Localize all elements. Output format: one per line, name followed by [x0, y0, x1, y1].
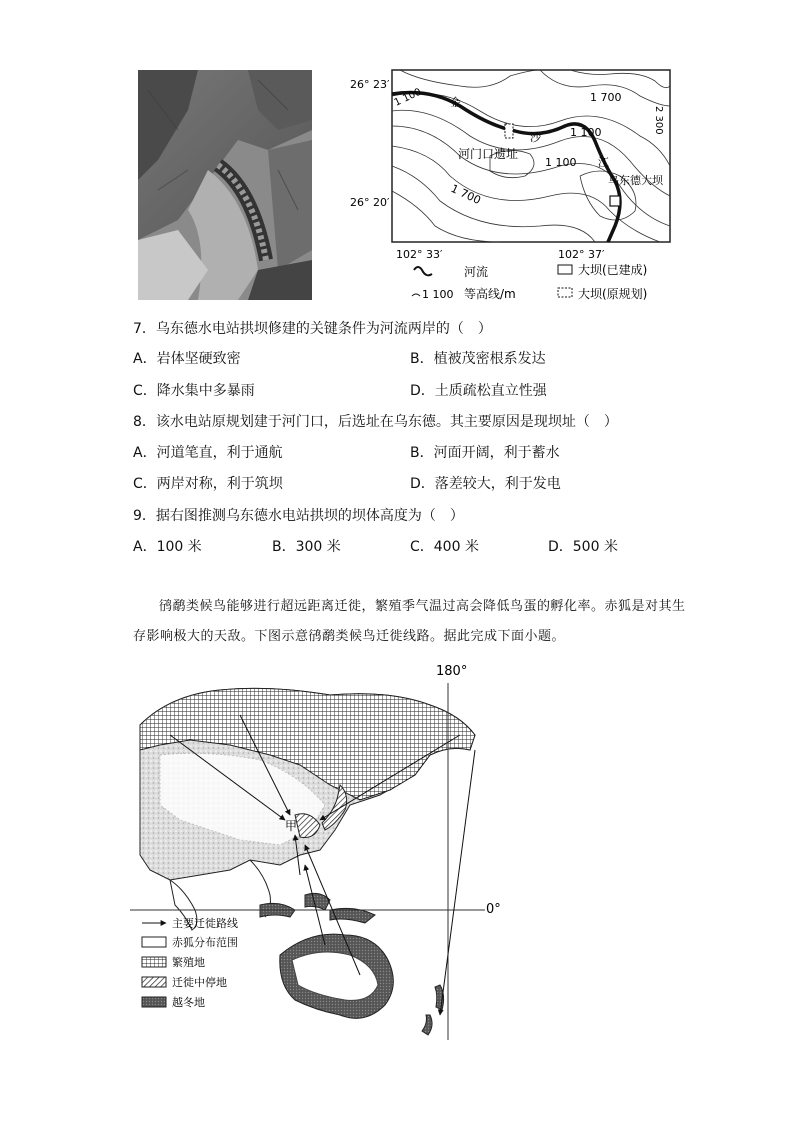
contour-label: 1 700	[590, 91, 622, 104]
contour-label: 1 100	[545, 156, 577, 169]
dam-built-marker	[610, 196, 620, 206]
stopover-legend-icon	[142, 977, 166, 987]
option-9-a[interactable]: A．100 米	[133, 539, 202, 555]
contour-label: 1 100	[570, 126, 602, 139]
question-7-stem: 7．乌东德水电站拱坝修建的关键条件为河流两岸的（ ）	[133, 321, 492, 337]
legend-fox: 赤狐分布范围	[172, 936, 238, 949]
question-9-stem: 9．据右图推测乌东德水电站拱坝的坝体高度为（ ）	[133, 508, 464, 524]
legend-dam-built: 大坝(已建成)	[578, 263, 648, 277]
option-7-a[interactable]: A．岩体坚硬致密	[133, 351, 241, 367]
legend-breeding: 繁殖地	[172, 956, 205, 969]
topographic-map	[340, 66, 680, 302]
fox-legend-icon	[142, 937, 166, 947]
option-9-c[interactable]: C．400 米	[410, 539, 479, 555]
option-8-c[interactable]: C．两岸对称，利于筑坝	[133, 476, 283, 492]
wintering-legend-icon	[142, 997, 166, 1007]
option-7-c[interactable]: C．降水集中多暴雨	[133, 383, 255, 399]
legend-contour: 等高线/m	[464, 287, 516, 301]
legend-river: 河流	[464, 265, 489, 279]
legend-contour-sample: 1 100	[422, 288, 454, 301]
lon-right-label: 102° 37′	[558, 248, 605, 261]
option-8-b[interactable]: B．河面开阔，利于蓄水	[410, 445, 560, 461]
legend-wintering: 越冬地	[172, 996, 205, 1009]
legend-route: 主要迁徙路线	[172, 917, 238, 930]
contour-legend-icon	[412, 294, 420, 296]
dam-built-legend-icon	[558, 265, 572, 274]
lon-left-label: 102° 33′	[396, 248, 443, 261]
lat-bottom-label: 26° 20′	[350, 196, 390, 209]
map-legend	[142, 916, 238, 1009]
option-8-d[interactable]: D．落差较大，利于发电	[410, 476, 561, 492]
breeding-legend-icon	[142, 957, 166, 967]
option-8-a[interactable]: A．河道笔直，利于通航	[133, 445, 283, 461]
dam-planned-legend-icon	[558, 288, 572, 297]
legend-dam-planned: 大坝(原规划)	[578, 287, 648, 301]
river-char: 江	[598, 156, 609, 169]
legend-stopover: 迁徙中停地	[172, 976, 227, 989]
river-legend-icon	[414, 267, 432, 275]
contour-label: 1 700	[448, 181, 483, 208]
river-char: 金	[450, 96, 461, 109]
dam-photo	[138, 70, 312, 300]
option-9-d[interactable]: D．500 米	[548, 539, 618, 555]
passage-text: 鸻鹬类候鸟能够进行超远距离迁徙，繁殖季气温过高会降低鸟蛋的孵化率。赤狐是对其生存影响极大的天敌。下图示意鸻鹬类候鸟迁徙线路。据此完成下面小题。	[133, 599, 686, 644]
dam-photo-icon	[138, 70, 312, 300]
site-old-label: 河门口遗址	[458, 147, 519, 161]
dam-planned-marker	[505, 124, 513, 138]
option-7-b[interactable]: B．植被茂密根系发达	[410, 351, 546, 367]
question-8-stem: 8．该水电站原规划建于河门口，后选址在乌东德。其主要原因是现坝址（ ）	[133, 414, 618, 430]
option-9-b[interactable]: B．300 米	[272, 539, 341, 555]
migration-map	[130, 655, 510, 1040]
contour-label: 2 300	[653, 106, 664, 135]
contour-label: 1 100	[392, 86, 424, 109]
meridian-label: 180°	[436, 664, 468, 679]
option-7-d[interactable]: D．土质疏松直立性强	[410, 383, 547, 399]
site-new-label: 乌东德大坝	[608, 174, 663, 187]
river-char: 沙	[530, 131, 541, 144]
point-jia-label: 甲	[285, 819, 298, 833]
equator-label: 0°	[486, 902, 501, 917]
lat-top-label: 26° 23′	[350, 78, 390, 91]
